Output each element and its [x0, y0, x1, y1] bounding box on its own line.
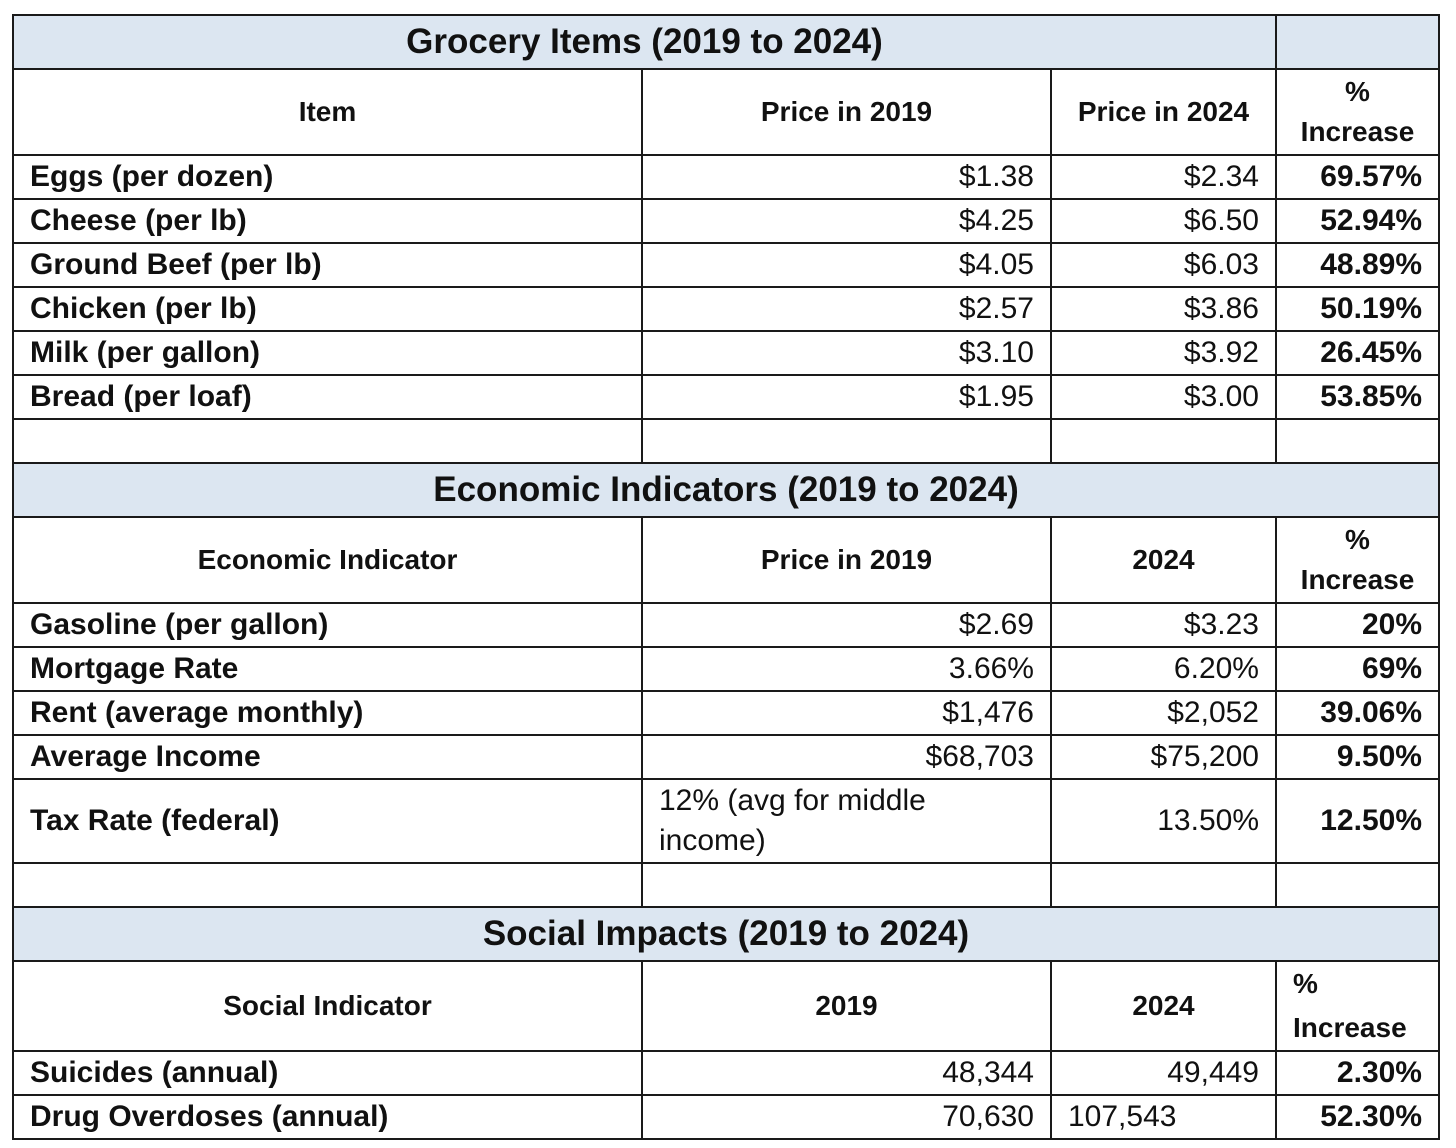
row-label: Average Income [13, 735, 642, 779]
table-row [13, 1051, 1439, 1095]
value-2024: 107,543 [1051, 1095, 1276, 1139]
percent-increase: 9.50% [1276, 735, 1439, 779]
empty-cell [642, 863, 1051, 907]
empty-cell [1051, 863, 1276, 907]
value-2019: $2.57 [642, 287, 1051, 331]
column-header-2024: Price in 2024 [1051, 69, 1276, 155]
value-2019: $4.25 [642, 199, 1051, 243]
column-header-2024: 2024 [1051, 517, 1276, 603]
value-2019: $1,476 [642, 691, 1051, 735]
table-row [13, 647, 1439, 691]
value-2019: $4.05 [642, 243, 1051, 287]
column-header-indicator: Social Indicator [13, 961, 642, 1051]
percent-increase: 20% [1276, 603, 1439, 647]
row-label: Bread (per loaf) [13, 375, 642, 419]
percent-increase: 52.94% [1276, 199, 1439, 243]
empty-cell [642, 419, 1051, 463]
column-header-row [13, 961, 1439, 1051]
value-2024: $3.23 [1051, 603, 1276, 647]
row-label: Milk (per gallon) [13, 331, 642, 375]
percent-increase: 69.57% [1276, 155, 1439, 199]
value-2024: $2,052 [1051, 691, 1276, 735]
value-2024: $6.50 [1051, 199, 1276, 243]
data-table [12, 14, 1440, 1140]
column-header-2024: 2024 [1051, 961, 1276, 1051]
section-header-social [13, 907, 1439, 961]
value-2019: 12% (avg for middle income) [642, 779, 1051, 863]
percent-increase: 50.19% [1276, 287, 1439, 331]
value-2024: 13.50% [1051, 779, 1276, 863]
value-2019: $68,703 [642, 735, 1051, 779]
row-label: Gasoline (per gallon) [13, 603, 642, 647]
value-2019: 3.66% [642, 647, 1051, 691]
table-row [13, 603, 1439, 647]
percent-increase: 12.50% [1276, 779, 1439, 863]
column-header-row [13, 517, 1439, 603]
empty-cell [1276, 419, 1439, 463]
table-row [13, 735, 1439, 779]
row-label: Rent (average monthly) [13, 691, 642, 735]
column-header-increase: % Increase [1276, 961, 1439, 1051]
value-2019: $1.95 [642, 375, 1051, 419]
value-2024: $3.86 [1051, 287, 1276, 331]
row-label: Eggs (per dozen) [13, 155, 642, 199]
section-title: Grocery Items (2019 to 2024) [13, 15, 1276, 69]
table-row [13, 375, 1439, 419]
percent-increase: 2.30% [1276, 1051, 1439, 1095]
value-2024: $3.92 [1051, 331, 1276, 375]
row-label: Drug Overdoses (annual) [13, 1095, 642, 1139]
table-row [13, 691, 1439, 735]
value-2024: $6.03 [1051, 243, 1276, 287]
table-row [13, 331, 1439, 375]
row-label: Ground Beef (per lb) [13, 243, 642, 287]
blank-row [13, 863, 1439, 907]
value-2024: $3.00 [1051, 375, 1276, 419]
percent-increase: 52.30% [1276, 1095, 1439, 1139]
table-row [13, 779, 1439, 863]
value-2019: $1.38 [642, 155, 1051, 199]
empty-cell [1276, 863, 1439, 907]
table-row [13, 155, 1439, 199]
percent-increase: 69% [1276, 647, 1439, 691]
row-label: Chicken (per lb) [13, 287, 642, 331]
column-header-row [13, 69, 1439, 155]
empty-cell [13, 419, 642, 463]
value-2019: 48,344 [642, 1051, 1051, 1095]
value-2024: 6.20% [1051, 647, 1276, 691]
row-label: Suicides (annual) [13, 1051, 642, 1095]
percent-increase: 53.85% [1276, 375, 1439, 419]
table-row [13, 243, 1439, 287]
value-2019: $2.69 [642, 603, 1051, 647]
section-title-spacer [1276, 15, 1439, 69]
value-2024: $75,200 [1051, 735, 1276, 779]
section-title: Economic Indicators (2019 to 2024) [13, 463, 1439, 517]
empty-cell [1051, 419, 1276, 463]
column-header-2019: 2019 [642, 961, 1051, 1051]
blank-row [13, 419, 1439, 463]
table-row [13, 1095, 1439, 1139]
table-row [13, 287, 1439, 331]
column-header-2019: Price in 2019 [642, 69, 1051, 155]
percent-increase: 39.06% [1276, 691, 1439, 735]
value-2019: $3.10 [642, 331, 1051, 375]
column-header-increase: % Increase [1276, 69, 1439, 155]
section-title: Social Impacts (2019 to 2024) [13, 907, 1439, 961]
table-row [13, 199, 1439, 243]
column-header-increase: % Increase [1276, 517, 1439, 603]
percent-increase: 26.45% [1276, 331, 1439, 375]
value-2019: 70,630 [642, 1095, 1051, 1139]
column-header-indicator: Economic Indicator [13, 517, 642, 603]
percent-increase: 48.89% [1276, 243, 1439, 287]
value-2024: $2.34 [1051, 155, 1276, 199]
row-label: Tax Rate (federal) [13, 779, 642, 863]
section-header-grocery [13, 15, 1439, 69]
column-header-2019: Price in 2019 [642, 517, 1051, 603]
empty-cell [13, 863, 642, 907]
row-label: Cheese (per lb) [13, 199, 642, 243]
row-label: Mortgage Rate [13, 647, 642, 691]
column-header-item: Item [13, 69, 642, 155]
value-2024: 49,449 [1051, 1051, 1276, 1095]
section-header-economic [13, 463, 1439, 517]
